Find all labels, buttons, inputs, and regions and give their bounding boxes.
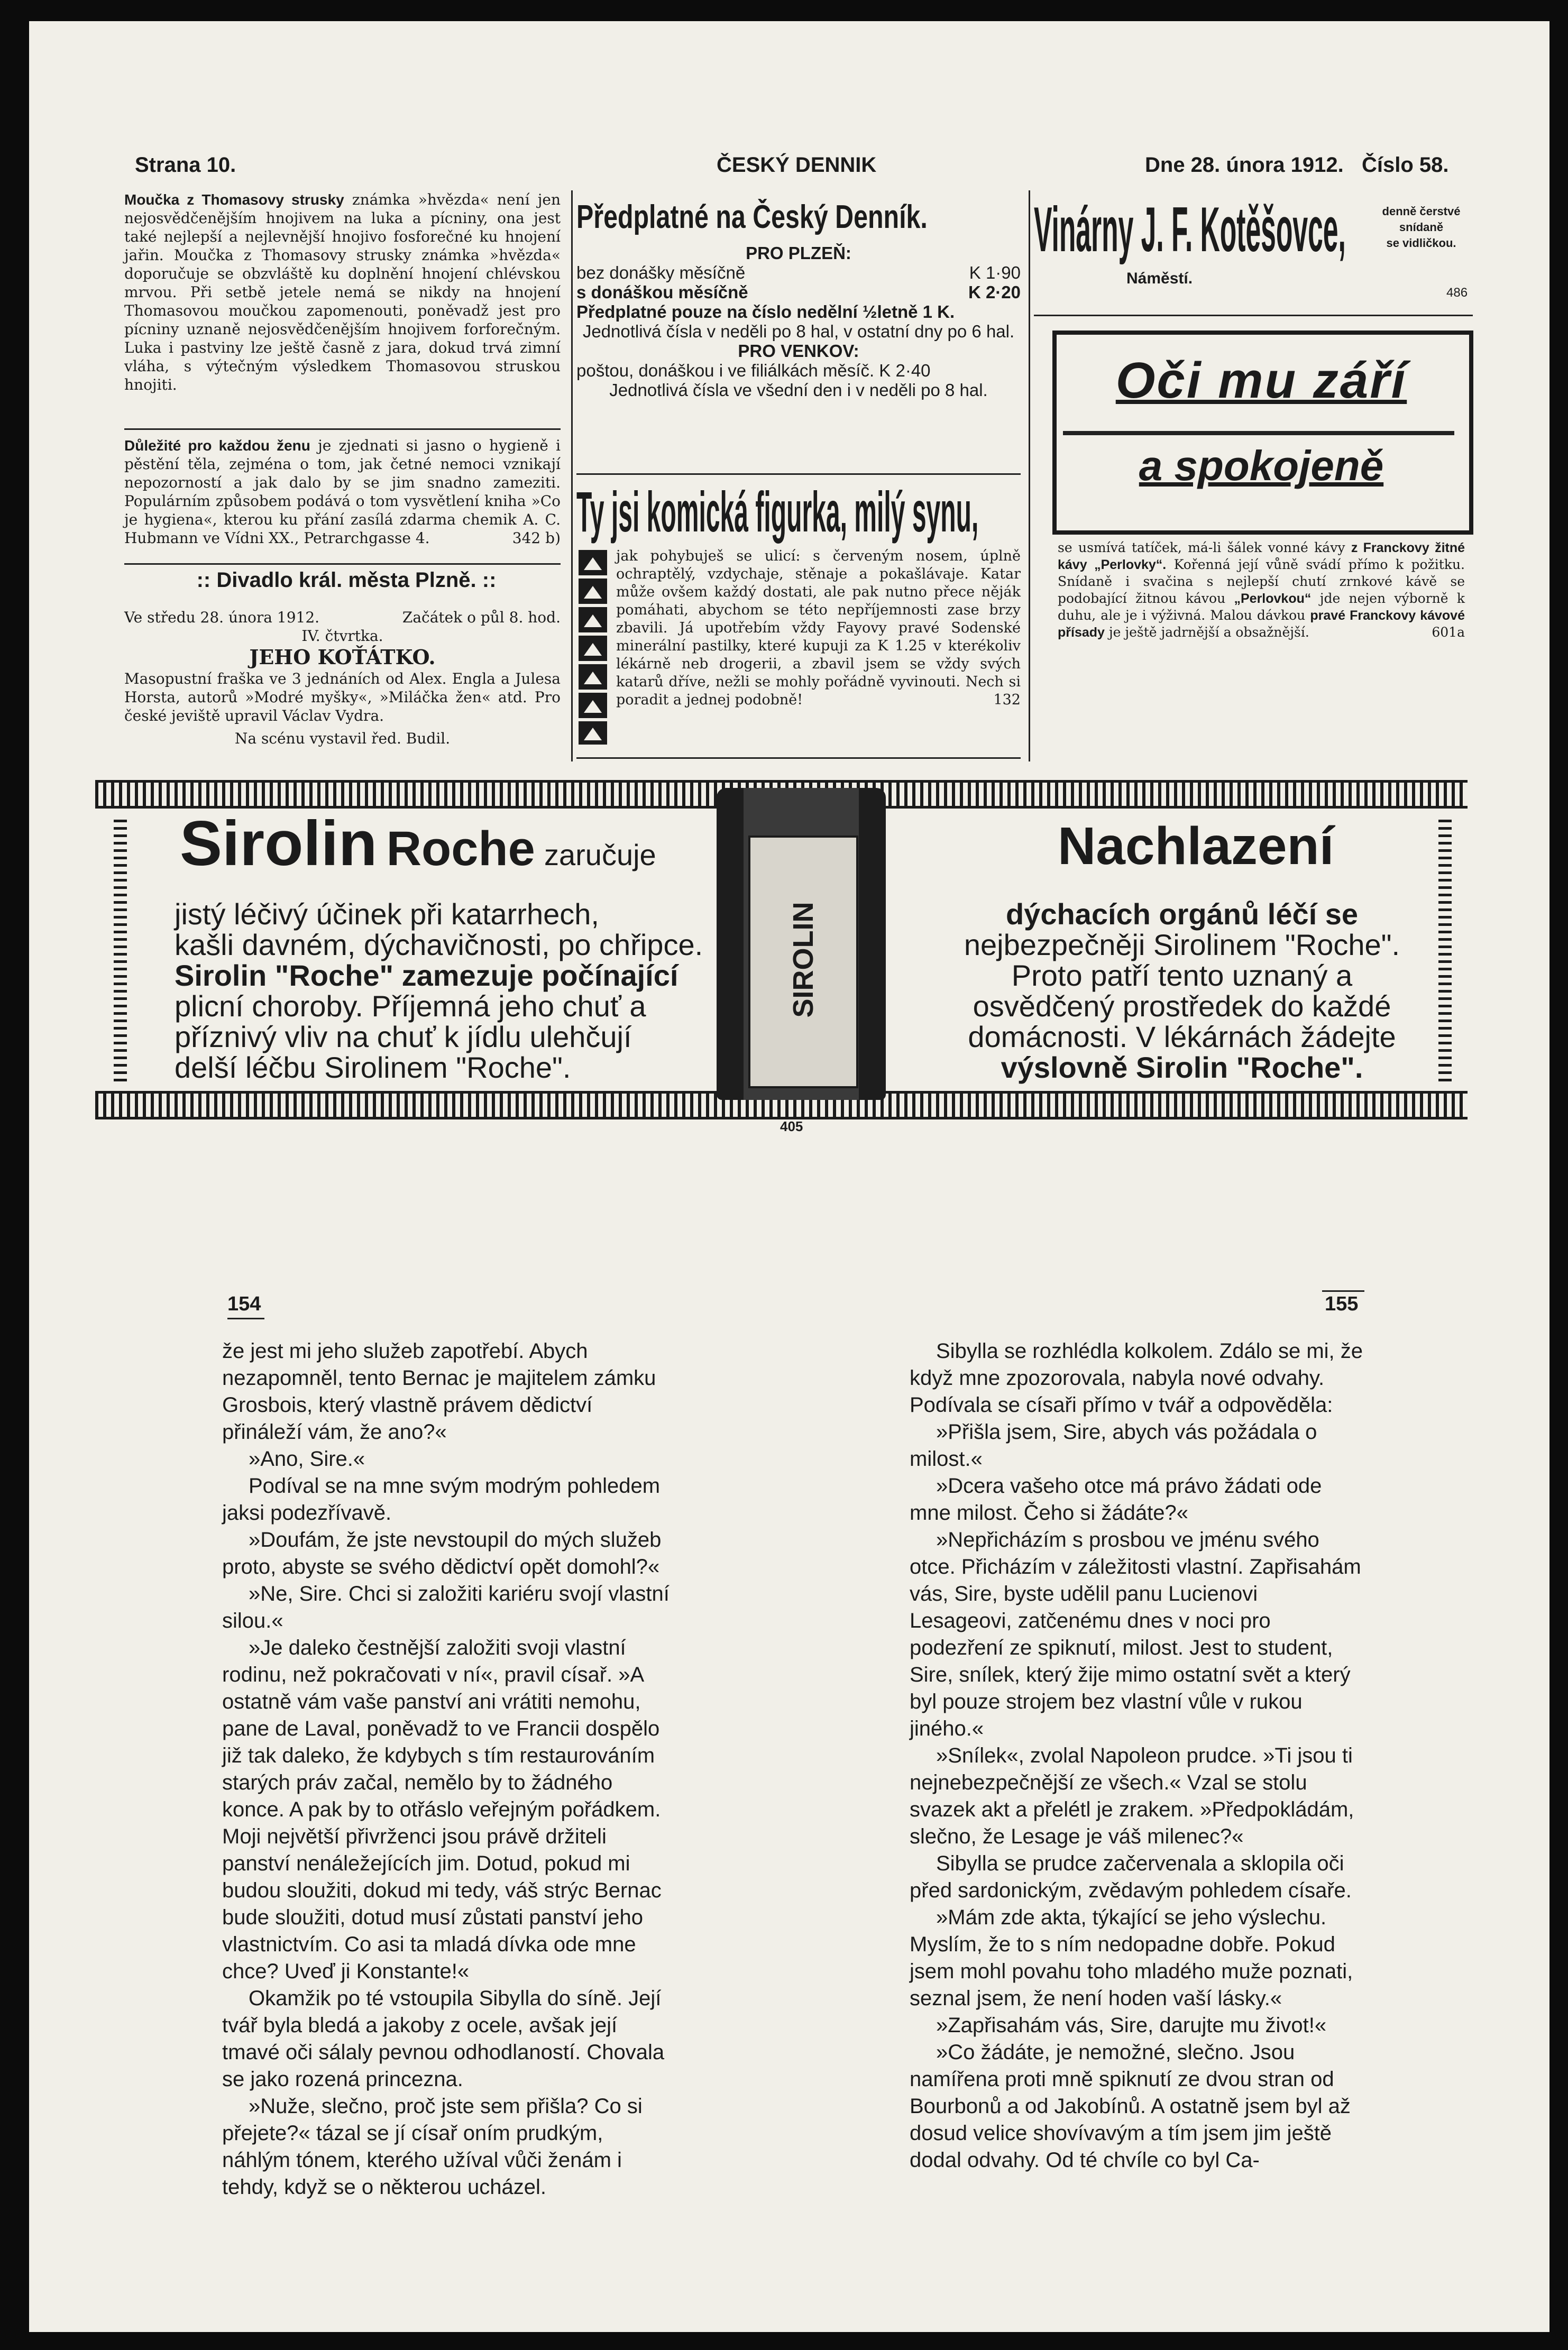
sirolin-left-line-6: delší léčbu Sirolinem "Roche". — [175, 1051, 571, 1084]
theatre-day: IV. čtvrtka. — [301, 627, 383, 645]
subscription-single: Jednotlivá čísla v neděli po 8 hal, v ostatní dny po 6 hal. — [582, 322, 1015, 341]
right-paragraph: »Mám zde akta, týkající se jeho výslechu. Myslím, že to s ním nedopadne dobře. Pokud jsem mohl povahu toho mladého muže poznati, seznal jsem, že není hoden vaší lásky.« — [910, 1906, 1353, 2010]
right-paragraph: »Snílek«, zvolal Napoleon prudce. »Ti jsou ti nejnebezpečnější ze všech.« Vzal se stolu svazek akt a přelétl je zrakem. »Předpokládám, slečno, že Lesage je váš milenec?« — [910, 1744, 1354, 1848]
sirolin-right-line-4: domácnosti. V lékárnách žádejte — [968, 1020, 1396, 1053]
sirolin-brand: Sirolin — [180, 808, 378, 879]
sirolin-ad-side-right — [1438, 817, 1452, 1081]
perlovka-code: 601a — [1432, 625, 1465, 640]
play-description: Masopustní fraška ve 3 jednáních od Alex. Engla a Julesa Horsta, autorů »Modré myšky«, »Miláčka žen« atd. Pro české jeviště upravil Václav Vydra. — [124, 670, 561, 724]
column-divider — [1029, 190, 1030, 761]
subscription-venkov-text: poštou, donáškou i ve filiálkách měsíč. K 2·40 — [576, 361, 931, 380]
right-page-number: 155 — [1325, 1293, 1359, 1315]
sirolin-bottle-text: SIROLIN — [787, 902, 819, 1018]
winery-ad-title: Vinárny J. F. Kotěšovce, — [1034, 194, 1346, 265]
sirolin-ad-code: 405 — [780, 1118, 803, 1134]
divider — [576, 757, 1021, 759]
sirolin-right-line-1: nejbezpečněji Sirolinem "Roche". — [964, 928, 1400, 961]
sirolin-left-line-0: zaručuje — [544, 838, 656, 871]
subscription-row2-label: s donáškou měsíčně — [576, 282, 748, 302]
perlovka-body — [1058, 539, 1465, 641]
perlovka-body-c: jde nejen výborně k duhu, ale je i výživná. Malou dávkou — [1058, 591, 1465, 623]
sirolin-ad-side-left — [114, 817, 127, 1081]
perlovka-headline-1: Oči mu září — [1115, 352, 1407, 409]
sirolin-bottle-label — [748, 836, 858, 1088]
subscription-row2-price: K 2·20 — [968, 282, 1021, 302]
sirolin-brand-roche: Roche — [386, 822, 535, 876]
theatre-date: Ve středu 28. února 1912. — [124, 609, 320, 626]
divider — [124, 563, 561, 565]
subscription-venkov-heading: PRO VENKOV: — [738, 341, 859, 361]
left-paragraph: »Ano, Sire.« — [249, 1447, 365, 1471]
subscription-venkov-single: Jednotlivá čísla ve všední den i v neděli po 8 hal. — [609, 380, 988, 400]
left-paragraph: »Je daleko čestnější založiti svoji vlastní rodinu, než pokračovati v ní«, pravil císař. »A ostatně vám vaše panství ani vrátiti nemohu, pane de Laval, poněvadž to ve Francii dospělo již tak daleko, že kdybych s tím restaurováním starých práv začal, nemělo by to žádného konce. A pak by to otřáslo veřejným pořádkem. Moji největší přivrženci jsou právě držiteli panství nenáležejících jim. Dotud, pokud mi budou sloužiti, dokud mi tedy, váš strýc Bernac bude sloužiti, dotud musí zůstati panství jeho vlastnictvím. Co asi ta mladá dívka ode mne chce? Uveď ji Konstante!« — [222, 1636, 662, 1983]
right-paragraph: Sibylla se prudce začervenala a sklopila oči před sardonickým, zvědavým pohledem císaře. — [910, 1852, 1352, 1902]
right-paragraph: Sibylla se rozhlédla kolkolem. Zdálo se mi, že když mne zpozorovala, nabyla nové odvahy. Podívala se císaři přímo v tvář a odpověděla: — [910, 1339, 1363, 1417]
masthead: ČESKÝ DENNIK — [717, 153, 877, 177]
theatre-notice — [124, 608, 561, 748]
perlovka-body-a: se usmívá tatíček, má-li šálek vonné kávy — [1058, 540, 1345, 555]
winery-tag-fork: se vidličkou. — [1386, 236, 1456, 250]
pastilky-ad-icons — [576, 550, 609, 748]
perlovka-brand: z Franckovy žitné kávy „Perlovky“. — [1058, 540, 1465, 572]
play-title: JEHO KOŤÁTKO. — [249, 645, 436, 669]
sirolin-brand-line — [180, 808, 656, 879]
page-number-rule — [1322, 1290, 1364, 1292]
winery-ad-subtitle: Náměstí. — [1126, 270, 1193, 287]
sirolin-right-line-2: Proto patří tento uznaný a — [1011, 959, 1353, 992]
left-paragraph: »Nuže, slečno, proč jste sem přišla? Co si přejete?« tázal se jí císař oním prudkým, náhlým tónem, kterého užíval vůči ženám i tehdy, když se o některou ucházel. — [222, 2095, 643, 2199]
left-paragraph: že jest mi jeho služeb zapotřebí. Abych nezapomněl, tento Bernac je majitelem zámku Grosbois, který vlastně právem dědictví přináleží vám, že ano?« — [222, 1339, 656, 1444]
sirolin-right-title: Nachlazení — [1058, 816, 1334, 876]
arrow-icon-column — [576, 550, 609, 746]
sirolin-right-text — [931, 899, 1433, 1083]
right-book-page — [910, 1338, 1364, 2174]
winery-tag-breakfast: snídaně — [1399, 221, 1444, 234]
sirolin-left-line-4: plicní choroby. Příjemná jeho chuť a — [175, 989, 646, 1023]
article-hygiene — [124, 436, 561, 552]
left-paragraph: Podíval se na mne svým modrým pohledem jaksi podezřívavě. — [222, 1474, 661, 1525]
subscription-prices — [576, 243, 1021, 400]
theatre-title: :: Divadlo král. města Plzně. :: — [196, 568, 497, 592]
article-hygiene-code: 342 b) — [512, 529, 561, 547]
page-number: Strana 10. — [135, 153, 236, 177]
divider — [1063, 431, 1454, 435]
sirolin-left-line-3: Sirolin "Roche" zamezuje počínající — [175, 959, 678, 992]
play-director: Na scénu vystavil řed. Budil. — [234, 730, 451, 747]
sirolin-left-line-2: kašli davném, dýchavičnosti, po chřipce. — [175, 928, 703, 961]
divider — [124, 428, 561, 430]
right-paragraph: »Přišla jsem, Sire, abych vás požádala o milost.« — [910, 1420, 1317, 1471]
column-divider — [571, 190, 573, 761]
sirolin-bottle-image — [717, 788, 886, 1100]
subscription-row1-price: K 1·90 — [969, 263, 1021, 282]
article-hygiene-lead: Důležité pro každou ženu — [124, 437, 310, 454]
left-paragraph: »Ne, Sire. Chci si založiti kariéru svojí vlastní silou.« — [222, 1582, 670, 1632]
column-left — [124, 190, 561, 398]
perlovka-brand-2: „Perlovkou“ — [1234, 591, 1312, 606]
article-thomas-text: známka »hvězda« není jen nejosvědčenějším hnojivem na luka a pícniny, ona jest také nejlepší a nejlevnější hnojivo fosforečné ku hnojení jařin. Moučka z Thomasovy strusky známka »hvězda« doporučuje se obzvláště ku doplnění hnojení chlévskou mrvou. Při setbě jetele nemá se nikdy na hnojení Thomasovou moučkou zapomenouti, poněvadž jest pro pícniny uznaně nejosvědčenějším hnojivem forforečným. Luka i pastviny lze ještě časně z jara, dokud trvá zimní vláha, s výtečným výsledkem Thomasovou struskou hnojiti. — [124, 191, 561, 393]
page-number-rule — [227, 1318, 264, 1319]
left-book-page — [222, 1338, 674, 2201]
perlovka-headline-2: a spokojeně — [1139, 442, 1384, 489]
subscription-sunday: Předplatné pouze na číslo nedělní ½letně 1 K. — [576, 302, 955, 322]
article-thomas-lead: Moučka z Thomasovy strusky — [124, 191, 344, 208]
sirolin-left-line-5: příznivý vliv na chuť k jídlu ulehčují — [175, 1020, 632, 1053]
divider — [576, 473, 1021, 475]
winery-tag-fresh: denně čerstvé — [1382, 205, 1461, 218]
left-paragraph: »Doufám, že jste nevstoupil do mých služeb proto, abyste se svého dědictví opět domohl?« — [222, 1528, 662, 1578]
right-paragraph: »Dcera vašeho otce má právo žádati ode mne milost. Čeho si žádáte?« — [910, 1474, 1322, 1525]
sirolin-left-line-1: jistý léčivý účinek při katarrhech, — [175, 897, 599, 931]
sirolin-right-line-3: osvědčený prostředek do každé — [973, 989, 1391, 1023]
article-thomas — [124, 190, 561, 394]
subscription-title: Předplatné na Český Denník. — [576, 199, 928, 235]
issue-number: Číslo 58. — [1362, 153, 1449, 177]
issue-date: Dne 28. února 1912. — [1145, 153, 1344, 177]
perlovka-brand-3: pravé Franckovy kávové přísady — [1058, 608, 1465, 640]
right-paragraph: »Nepřicházím s prosbou ve jménu svého otce. Přicházím v záležitosti vlastní. Zapřisahám vás, Sire, byste udělil panu Lucienovi Lesageovi, zatčenému dnes v noci pro podezření ze spiknutí, milost. Jest to student, Sire, snílek, který žije mimo ostatní svět a který byl pouze strojem bez vlastní vůle v rukou jiného.« — [910, 1528, 1361, 1740]
left-paragraph: Okamžik po té vstoupila Sibylla do síně. Její tvář byla bledá a jakoby z ocele, avšak její tmavé oči sálaly pevnou odhodlaností. Chovala se jako rozená princezna. — [222, 1987, 665, 2091]
left-page-number: 154 — [227, 1293, 261, 1315]
pastilky-ad-title: Ty jsi komická figurka, milý synu, — [576, 480, 979, 544]
subscription-row1-label: bez donášky měsíčně — [576, 263, 746, 282]
pastilky-ad-body: jak pohybuješ se ulicí: s červeným nosem, úplně ochraptělý, vzdychaje, stěnaje a pokašlávaje. Katar může ovšem každý dostati, ale pak nutno přece něják pomáhati, abychom se této nepříjemnosti zase brzy zbavili. Já upotřebím vždy Fayovy pravé Sodenské minerální pastilky, které kupuji za K 1.25 v kterékoliv lékárně neb drogerii, a zbavil jsem se vždy svých katarů dříve, nežli se mohly pořádně vyvinouti. Nech si poradit a jednej podobně! — [616, 548, 1021, 708]
sirolin-left-text — [175, 899, 719, 1083]
perlovka-body-d: je ještě jadrnější a obsažnější. — [1108, 625, 1309, 640]
article-hygiene-text: je zjednati si jasno o hygieně i pěstění těla, zejména o tom, jak četné nemoci vznikají nepozorností a jak dalo by se jim snadno zameziti. Populárním způsobem podává o tom vysvětlení kniha »Co je hygiena«, kterou ku přání zasílá zdarma chemik A. C. Hubmann ve Vídni XX., Petrarchgasse 4. — [124, 437, 561, 547]
subscription-plzen-heading: PRO PLZEŇ: — [746, 243, 851, 263]
sirolin-right-line-0: dýchacích orgánů léčí se — [1005, 897, 1359, 931]
pastilky-ad-code: 132 — [993, 692, 1021, 708]
right-paragraph: »Zapřisahám vás, Sire, darujte mu život!« — [936, 2014, 1327, 2037]
sirolin-right-line-5: výslovně Sirolin "Roche". — [1001, 1051, 1363, 1084]
theatre-start: Začátek o půl 8. hod. — [402, 609, 561, 626]
perlovka-body-b: Kořenná její vůně svádí přímo k požitku. Snídaně i svačina s nejlepší chutí zrnkové kávě se podobající žitnou kávou — [1058, 557, 1465, 606]
winery-ad-code: 486 — [1446, 286, 1468, 300]
pastilky-ad-text — [616, 547, 1021, 709]
winery-ad-tags — [1364, 204, 1478, 251]
divider — [1034, 315, 1473, 316]
right-paragraph: »Co žádáte, je nemožné, slečno. Jsou namířena proti mně spiknutí ze dvou stran od Bourbonů a od Jakobínů. A ostatně jsem byl až dosud velice shovívavým a tím jsem jim ještě dodal odvahy. Od té chvíle co byl Ca- — [910, 2041, 1351, 2172]
